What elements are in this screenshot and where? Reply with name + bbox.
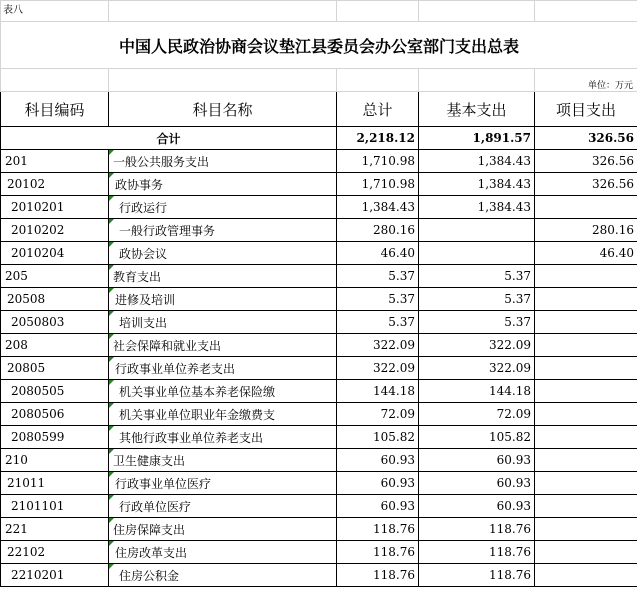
row-total[interactable]: [337, 242, 419, 265]
row-code[interactable]: [1, 265, 109, 288]
row-total-text: 118.76: [373, 545, 415, 559]
row-basic-text: 118.76: [489, 568, 531, 582]
row-project[interactable]: [535, 219, 637, 242]
row-name[interactable]: [109, 541, 337, 564]
row-total[interactable]: [337, 357, 419, 380]
table-row: [1, 495, 637, 518]
row-name[interactable]: [109, 288, 337, 311]
row-code[interactable]: [1, 380, 109, 403]
header-row: [1, 92, 637, 127]
row-name-text: 进修及培训: [115, 292, 176, 307]
row-project[interactable]: [535, 518, 637, 541]
row-project[interactable]: [535, 311, 637, 334]
row-code-text: 20508: [7, 292, 46, 306]
table-note[interactable]: 表八: [1, 1, 109, 22]
row-project[interactable]: [535, 242, 637, 265]
comment-indicator-icon: [109, 150, 114, 155]
row-total-text: 5.37: [388, 292, 415, 306]
row-total-text: 60.93: [380, 499, 415, 513]
row-code-text: 2080506: [11, 407, 65, 421]
comment-indicator-icon: [109, 311, 114, 316]
table-row: [1, 219, 637, 242]
row-code-text: 221: [5, 522, 28, 536]
row-project[interactable]: [535, 173, 637, 196]
row-basic-text: 60.93: [496, 476, 531, 490]
row-name[interactable]: [109, 426, 337, 449]
unit-label[interactable]: 单位：万元: [535, 69, 637, 92]
table-row: [1, 242, 637, 265]
row-name-text: 住房改革支出: [115, 545, 188, 560]
row-project[interactable]: [535, 150, 637, 173]
table-row: [1, 564, 637, 587]
row-code-text: 208: [5, 338, 28, 352]
table-row: [1, 472, 637, 495]
row-code[interactable]: [1, 403, 109, 426]
row-name-text: 一般公共服务支出: [113, 154, 210, 169]
total-label[interactable]: 合计: [1, 127, 337, 150]
table-row: [1, 196, 637, 219]
total-total[interactable]: 2,218.12: [337, 127, 419, 150]
row-project[interactable]: [535, 449, 637, 472]
row-name-text: 机关事业单位基本养老保险缴: [119, 384, 276, 399]
row-basic-text: 60.93: [496, 453, 531, 467]
row-total-text: 322.09: [373, 338, 415, 352]
row-basic-text: 118.76: [489, 522, 531, 536]
row-basic[interactable]: [419, 265, 535, 288]
row-basic-text: 1,384.43: [477, 154, 531, 168]
row-basic[interactable]: [419, 242, 535, 265]
header-code[interactable]: 科目编码: [1, 92, 109, 127]
row-total[interactable]: [337, 311, 419, 334]
total-row: [1, 127, 637, 150]
empty-cell[interactable]: [109, 1, 337, 22]
row-project[interactable]: [535, 495, 637, 518]
row-name-text: 住房保障支出: [113, 522, 186, 537]
row-total-text: 1,384.43: [361, 200, 415, 214]
row-total[interactable]: [337, 288, 419, 311]
row-code-text: 201: [5, 154, 28, 168]
row-basic-text: 5.37: [504, 292, 531, 306]
row-code[interactable]: [1, 334, 109, 357]
row-basic[interactable]: [419, 403, 535, 426]
row-code-text: 2080505: [11, 384, 65, 398]
row-basic-text: 5.37: [504, 315, 531, 329]
row-basic[interactable]: [419, 173, 535, 196]
row-total-text: 60.93: [380, 453, 415, 467]
row-name[interactable]: [109, 334, 337, 357]
row-code-text: 2101101: [11, 499, 65, 513]
row-total[interactable]: [337, 219, 419, 242]
row-total-text: 118.76: [373, 522, 415, 536]
row-total[interactable]: [337, 541, 419, 564]
row-code-text: 210: [5, 453, 28, 467]
total-project[interactable]: 326.56: [535, 127, 637, 150]
row-name[interactable]: [109, 495, 337, 518]
row-project-text: 326.56: [592, 177, 634, 191]
row-basic-text: 144.18: [489, 384, 531, 398]
comment-indicator-icon: [109, 472, 114, 477]
table-row: [1, 288, 637, 311]
row-code[interactable]: [1, 541, 109, 564]
row-name[interactable]: [109, 196, 337, 219]
comment-indicator-icon: [109, 219, 114, 224]
row-total-text: 5.37: [388, 315, 415, 329]
row-basic[interactable]: [419, 518, 535, 541]
row-name-text: 卫生健康支出: [113, 453, 186, 468]
row-total-text: 72.09: [380, 407, 415, 421]
row-basic[interactable]: [419, 449, 535, 472]
comment-indicator-icon: [109, 426, 114, 431]
comment-indicator-icon: [109, 380, 114, 385]
row-name-text: 行政单位医疗: [119, 499, 192, 514]
row-code[interactable]: [1, 449, 109, 472]
row-basic[interactable]: [419, 196, 535, 219]
row-basic[interactable]: [419, 357, 535, 380]
table-row: [1, 518, 637, 541]
empty-cell[interactable]: [337, 1, 419, 22]
row-code[interactable]: [1, 150, 109, 173]
row-project[interactable]: [535, 564, 637, 587]
row-code-text: 2050803: [11, 315, 65, 329]
row-code[interactable]: [1, 426, 109, 449]
row-code-text: 2010204: [11, 246, 65, 260]
row-name[interactable]: [109, 518, 337, 541]
row-project[interactable]: [535, 196, 637, 219]
row-name[interactable]: [109, 357, 337, 380]
row-code[interactable]: [1, 357, 109, 380]
row-project[interactable]: [535, 380, 637, 403]
row-name-text: 政协会议: [119, 246, 168, 261]
row-basic-text: 60.93: [496, 499, 531, 513]
row-code-text: 20102: [7, 177, 46, 191]
row-project[interactable]: [535, 288, 637, 311]
comment-indicator-icon: [109, 541, 114, 546]
comment-indicator-icon: [109, 518, 114, 523]
comment-indicator-icon: [109, 403, 114, 408]
row-basic-text: 105.82: [489, 430, 531, 444]
row-total-text: 105.82: [373, 430, 415, 444]
row-basic-text: 1,384.43: [477, 177, 531, 191]
row-project-text: 280.16: [592, 223, 634, 237]
row-total-text: 46.40: [380, 246, 415, 260]
comment-indicator-icon: [109, 334, 114, 339]
row-code-text: 21011: [7, 476, 46, 490]
row-total[interactable]: [337, 196, 419, 219]
row-code[interactable]: [1, 219, 109, 242]
row-basic[interactable]: [419, 150, 535, 173]
row-name-text: 其他行政事业单位养老支出: [119, 430, 264, 445]
row-project[interactable]: [535, 541, 637, 564]
row-total[interactable]: [337, 150, 419, 173]
table-row: [1, 311, 637, 334]
table-row: [1, 357, 637, 380]
row-total[interactable]: [337, 173, 419, 196]
row-code[interactable]: [1, 311, 109, 334]
comment-indicator-icon: [109, 495, 114, 500]
row-basic[interactable]: [419, 380, 535, 403]
row-basic-text: 322.09: [489, 338, 531, 352]
row-total[interactable]: [337, 449, 419, 472]
table-row: [1, 426, 637, 449]
row-total-text: 5.37: [388, 269, 415, 283]
table-row: [1, 541, 637, 564]
row-code[interactable]: [1, 196, 109, 219]
table-row: [1, 380, 637, 403]
row-total-text: 60.93: [380, 476, 415, 490]
row-basic-text: 118.76: [489, 545, 531, 559]
comment-indicator-icon: [109, 173, 114, 178]
row-name[interactable]: [109, 449, 337, 472]
row-name-text: 住房公积金: [119, 568, 180, 583]
row-name-text: 培训支出: [119, 315, 168, 330]
table-row: [1, 150, 637, 173]
row-name-text: 政协事务: [115, 177, 164, 192]
row-project-text: 46.40: [599, 246, 634, 260]
row-basic[interactable]: [419, 495, 535, 518]
row-code[interactable]: [1, 288, 109, 311]
row-total[interactable]: [337, 518, 419, 541]
row-name-text: 机关事业单位职业年金缴费支: [119, 407, 276, 422]
row-name[interactable]: [109, 311, 337, 334]
empty-cell[interactable]: [1, 69, 109, 92]
comment-indicator-icon: [109, 288, 114, 293]
row-name-text: 行政运行: [119, 200, 168, 215]
row-total[interactable]: [337, 564, 419, 587]
row-name[interactable]: [109, 173, 337, 196]
empty-cell[interactable]: [419, 1, 535, 22]
row-name[interactable]: [109, 472, 337, 495]
row-code-text: 22102: [7, 545, 46, 559]
row-name-text: 行政事业单位养老支出: [115, 361, 236, 376]
row-project-text: 326.56: [592, 154, 634, 168]
row-total[interactable]: [337, 265, 419, 288]
row-name-text: 一般行政管理事务: [119, 223, 216, 238]
row-name[interactable]: [109, 242, 337, 265]
table-row: [1, 403, 637, 426]
row-total[interactable]: [337, 472, 419, 495]
comment-indicator-icon: [109, 564, 114, 569]
comment-indicator-icon: [109, 242, 114, 247]
row-basic[interactable]: [419, 334, 535, 357]
row-basic[interactable]: [419, 472, 535, 495]
row-code[interactable]: [1, 242, 109, 265]
row-total[interactable]: [337, 403, 419, 426]
page-title[interactable]: 中国人民政治协商会议垫江县委员会办公室部门支出总表: [1, 22, 637, 69]
row-total-text: 118.76: [373, 568, 415, 582]
row-code-text: 2080599: [11, 430, 65, 444]
row-name[interactable]: [109, 265, 337, 288]
row-code[interactable]: [1, 173, 109, 196]
header-total[interactable]: 总计: [337, 92, 419, 127]
row-name[interactable]: [109, 564, 337, 587]
row-basic[interactable]: [419, 564, 535, 587]
row-project[interactable]: [535, 403, 637, 426]
row-project[interactable]: [535, 357, 637, 380]
row-basic-text: 1,384.43: [477, 200, 531, 214]
table-row: [1, 265, 637, 288]
row-code[interactable]: [1, 472, 109, 495]
row-basic[interactable]: [419, 219, 535, 242]
row-name[interactable]: [109, 219, 337, 242]
row-basic-text: 322.09: [489, 361, 531, 375]
row-total-text: 280.16: [373, 223, 415, 237]
row-basic[interactable]: [419, 311, 535, 334]
row-code-text: 205: [5, 269, 28, 283]
comment-indicator-icon: [109, 449, 114, 454]
comment-indicator-icon: [109, 265, 114, 270]
comment-indicator-icon: [109, 196, 114, 201]
row-total-text: 144.18: [373, 384, 415, 398]
row-name[interactable]: [109, 380, 337, 403]
row-basic-text: 72.09: [496, 407, 531, 421]
header-basic[interactable]: 基本支出: [419, 92, 535, 127]
row-project[interactable]: [535, 265, 637, 288]
row-code-text: 20805: [7, 361, 46, 375]
row-basic[interactable]: [419, 541, 535, 564]
empty-cell[interactable]: [109, 69, 337, 92]
empty-cell[interactable]: [419, 69, 535, 92]
empty-cell[interactable]: [337, 69, 419, 92]
table-row: [1, 173, 637, 196]
row-basic-text: 5.37: [504, 269, 531, 283]
row-code-text: 2210201: [11, 568, 65, 582]
row-project[interactable]: [535, 426, 637, 449]
row-total-text: 1,710.98: [361, 154, 415, 168]
row-total[interactable]: [337, 334, 419, 357]
row-name-text: 行政事业单位医疗: [115, 476, 212, 491]
header-project[interactable]: 项目支出: [535, 92, 637, 127]
row-total-text: 1,710.98: [361, 177, 415, 191]
row-code[interactable]: [1, 495, 109, 518]
row-name[interactable]: [109, 403, 337, 426]
row-code[interactable]: [1, 564, 109, 587]
row-total-text: 322.09: [373, 361, 415, 375]
empty-cell[interactable]: [535, 1, 637, 22]
row-basic[interactable]: [419, 426, 535, 449]
row-total[interactable]: [337, 426, 419, 449]
row-project[interactable]: [535, 334, 637, 357]
row-total[interactable]: [337, 380, 419, 403]
row-total[interactable]: [337, 495, 419, 518]
row-basic[interactable]: [419, 288, 535, 311]
table-row: [1, 334, 637, 357]
row-project[interactable]: [535, 472, 637, 495]
header-name[interactable]: 科目名称: [109, 92, 337, 127]
comment-indicator-icon: [109, 357, 114, 362]
row-code[interactable]: [1, 518, 109, 541]
row-code-text: 2010202: [11, 223, 65, 237]
row-code-text: 2010201: [11, 200, 65, 214]
row-name[interactable]: [109, 150, 337, 173]
row-name-text: 社会保障和就业支出: [113, 338, 222, 353]
total-basic[interactable]: 1,891.57: [419, 127, 535, 150]
table-row: [1, 449, 637, 472]
row-name-text: 教育支出: [113, 269, 162, 284]
